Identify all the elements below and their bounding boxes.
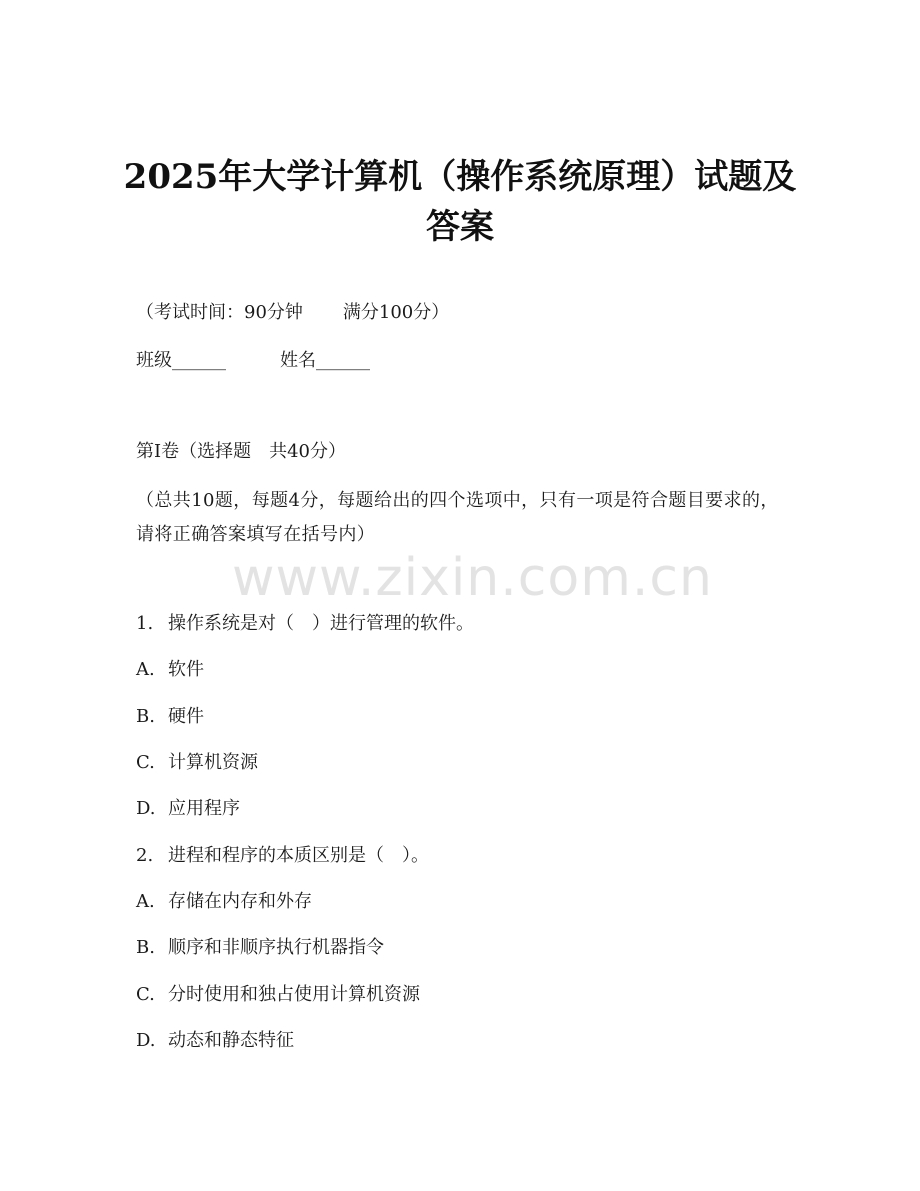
question-2-stem — [136, 843, 429, 869]
question-1-stem — [136, 611, 474, 637]
exam-info — [136, 300, 449, 326]
option-text: 顺序和非顺序执行机器指令 — [168, 937, 384, 958]
question-2-option-c — [136, 982, 420, 1008]
option-letter: D. — [136, 1030, 156, 1051]
option-text: 硬件 — [168, 706, 204, 727]
option-letter: B. — [136, 937, 155, 958]
question-number: 1. — [136, 613, 154, 634]
question-1-option-d — [136, 796, 240, 822]
option-letter: A. — [136, 659, 155, 680]
name-field: 姓名______ — [280, 350, 370, 371]
option-letter: A. — [136, 891, 155, 912]
option-letter: C. — [136, 984, 155, 1005]
option-letter: B. — [136, 706, 155, 727]
exam-score: 满分100分） — [342, 302, 450, 323]
question-text: 操作系统是对（ ）进行管理的软件。 — [168, 613, 474, 634]
question-2-option-a — [136, 889, 312, 915]
question-2-option-d — [136, 1028, 294, 1054]
exam-time: （考试时间：90分钟 — [136, 302, 303, 323]
question-1-option-c — [136, 750, 258, 776]
class-field: 班级______ — [136, 350, 226, 371]
watermark-text: www.zixin.com.cn — [232, 548, 713, 608]
section-heading: 第I卷（选择题 共40分） — [136, 441, 347, 462]
option-text: 分时使用和独占使用计算机资源 — [168, 984, 420, 1005]
student-fields — [136, 348, 370, 374]
document-title-line2: 答案 — [426, 207, 494, 247]
question-1-option-b — [136, 704, 204, 730]
option-text: 应用程序 — [168, 798, 240, 819]
question-1-option-a — [136, 657, 204, 683]
option-text: 软件 — [168, 659, 204, 680]
option-letter: C. — [136, 752, 155, 773]
option-text: 存储在内存和外存 — [168, 891, 312, 912]
section-instructions: （总共10题，每题4分，每题给出的四个选项中，只有一项是符合题目要求的，请将正确答案填写在括号内） — [136, 490, 779, 545]
document-title-line1: 2025年大学计算机（操作系统原理）试题及 — [123, 157, 797, 197]
option-letter: D. — [136, 798, 156, 819]
question-text: 进程和程序的本质区别是（ ）。 — [168, 845, 429, 866]
option-text: 动态和静态特征 — [168, 1030, 294, 1051]
option-text: 计算机资源 — [168, 752, 258, 773]
question-2-option-b — [136, 935, 384, 961]
question-number: 2. — [136, 845, 154, 866]
